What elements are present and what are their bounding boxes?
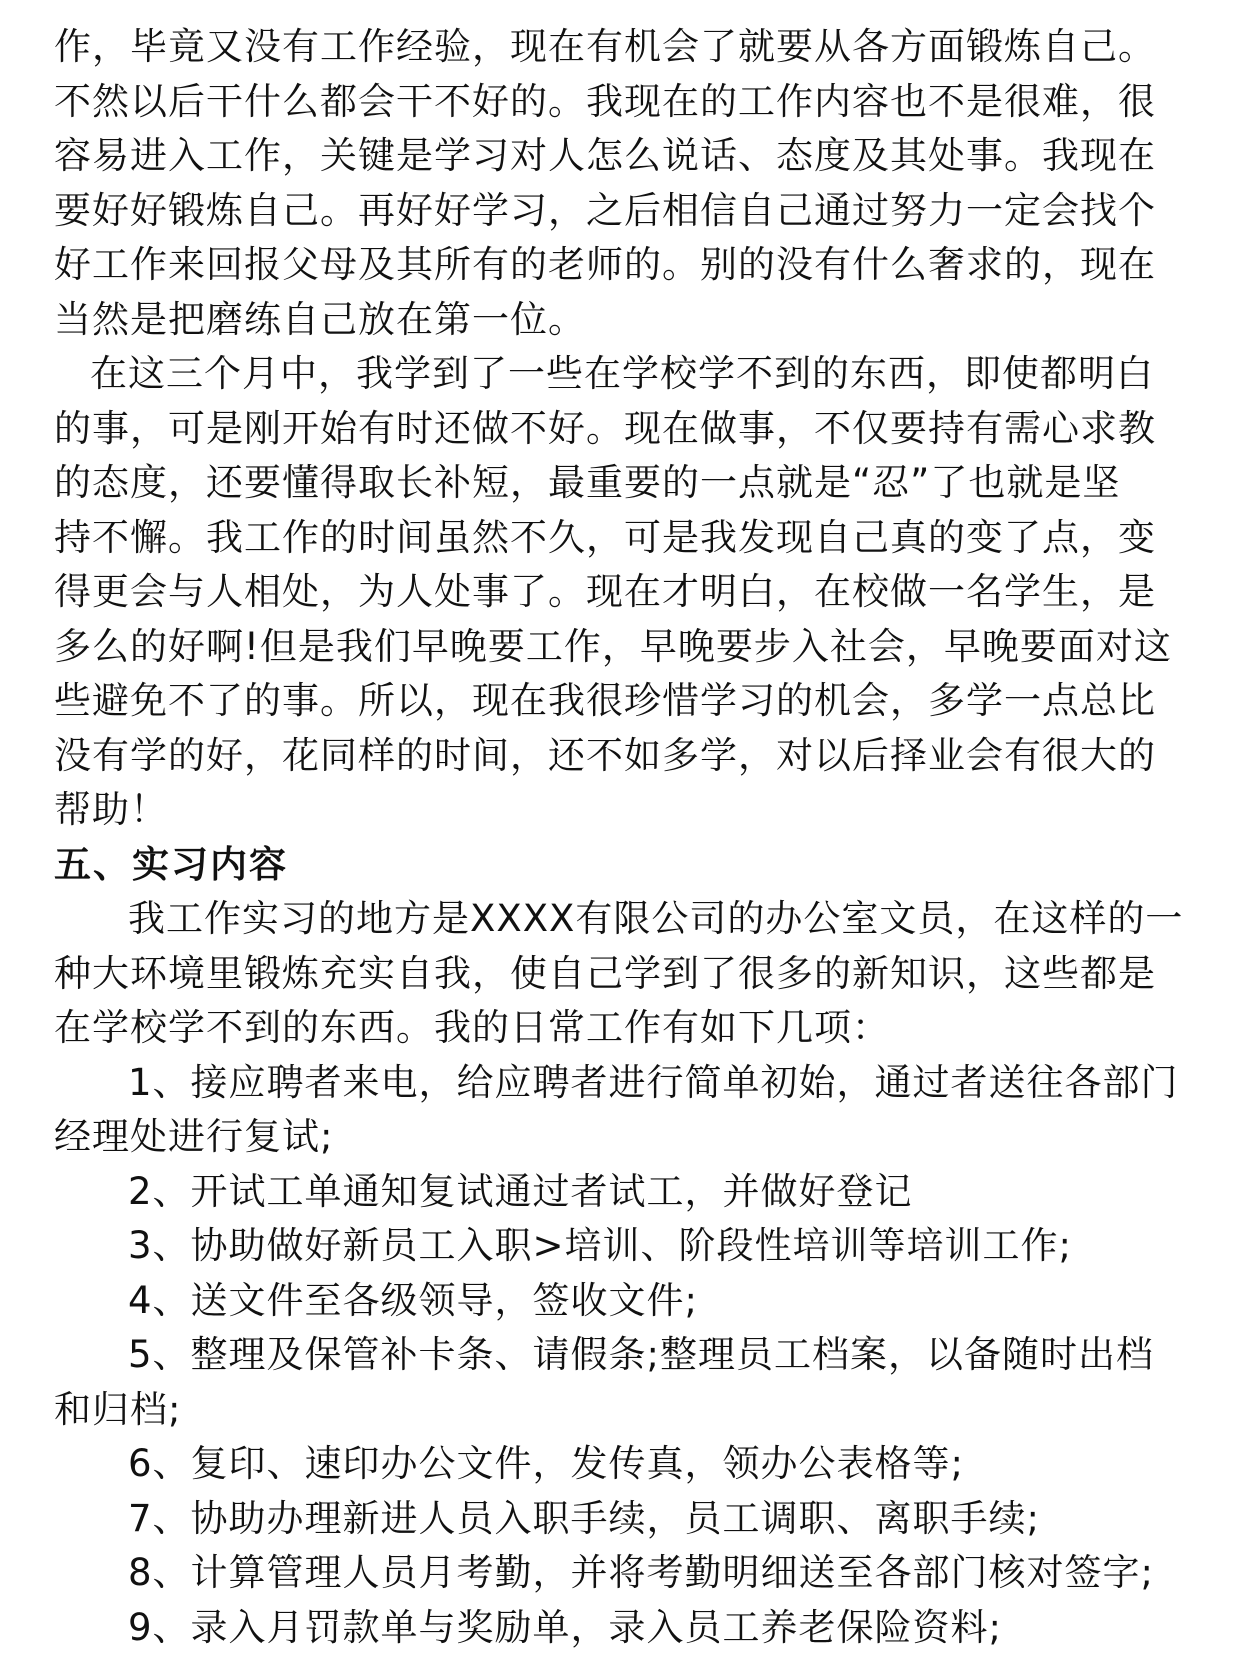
list-item: 8、计算管理人员月考勤，并将考勤明细送至各部门核对签字; xyxy=(128,1551,1155,1594)
text-line: 我工作实习的地方是XXXX有限公司的办公室文员，在这样的一 xyxy=(128,897,1184,940)
text-line: 好工作来回报父母及其所有的老师的。别的没有什么奢求的，现在 xyxy=(54,243,1156,286)
text-line: 些避免不了的事。所以，现在我很珍惜学习的机会，多学一点总比 xyxy=(54,679,1156,722)
paragraph-3 xyxy=(54,892,1214,1056)
list-item: 7、协助办理新进人员入职手续，员工调职、离职手续; xyxy=(128,1496,1041,1540)
text-line: 作，毕竟又没有工作经验，现在有机会了就要从各方面锻炼自己。 xyxy=(54,25,1156,68)
text-line: 不然以后干什么都会干不好的。我现在的工作内容也不是很难，很 xyxy=(54,79,1156,123)
text-line: 帮助！ xyxy=(54,788,168,831)
duty-list xyxy=(54,1056,1214,1656)
list-item: 9、录入月罚款单与奖励单，录入员工养老保险资料; xyxy=(128,1605,1003,1649)
text-line: 的态度，还要懂得取长补短，最重要的一点就是“忍”了也就是坚 xyxy=(54,461,1121,504)
list-item-continuation: 经理处进行复试; xyxy=(54,1115,334,1158)
document-page xyxy=(54,20,1214,1655)
list-item: 1、接应聘者来电，给应聘者进行简单初始，通过者送往各部门 xyxy=(128,1060,1179,1104)
text-line: 多么的好啊!但是我们早晚要工作，早晚要步入社会，早晚要面对这 xyxy=(54,624,1172,668)
list-item: 6、复印、速印办公文件，发传真，领办公表格等; xyxy=(128,1442,965,1485)
paragraph-2 xyxy=(54,347,1214,838)
text-line: 没有学的好，花同样的时间，还不如多学，对以后择业会有很大的 xyxy=(54,733,1156,777)
list-item: 3、协助做好新员工入职>培训、阶段性培训等培训工作; xyxy=(128,1224,1073,1267)
text-line: 当然是把磨练自己放在第一位。 xyxy=(54,297,586,341)
list-item: 5、整理及保管补卡条、请假条;整理员工档案，以备随时出档 xyxy=(128,1333,1155,1376)
text-line: 种大环境里锻炼充实自我，使自己学到了很多的新知识，这些都是 xyxy=(54,951,1156,995)
text-line: 的事，可是刚开始有时还做不好。现在做事，不仅要持有需心求教 xyxy=(54,406,1156,450)
text-line: 要好好锻炼自己。再好好学习，之后相信自己通过努力一定会找个 xyxy=(54,188,1156,232)
text-line: 得更会与人相处，为人处事了。现在才明白，在校做一名学生，是 xyxy=(54,570,1156,613)
list-item: 2、开试工单通知复试通过者试工，并做好登记 xyxy=(128,1169,913,1213)
text-line: 容易进入工作，关键是学习对人怎么说话、态度及其处事。我现在 xyxy=(54,134,1156,177)
list-item-continuation: 和归档; xyxy=(54,1387,182,1431)
text-line: 在学校学不到的东西。我的日常工作有如下几项： xyxy=(54,1006,890,1049)
list-item: 4、送文件至各级领导，签收文件; xyxy=(128,1278,699,1322)
paragraph-1 xyxy=(54,20,1214,347)
text-line: 在这三个月中，我学到了一些在学校学不到的东西，即使都明白 xyxy=(90,352,1154,395)
section-heading: 五、实习内容 xyxy=(54,842,288,886)
text-line: 持不懈。我工作的时间虽然不久，可是我发现自己真的变了点，变 xyxy=(54,515,1156,559)
